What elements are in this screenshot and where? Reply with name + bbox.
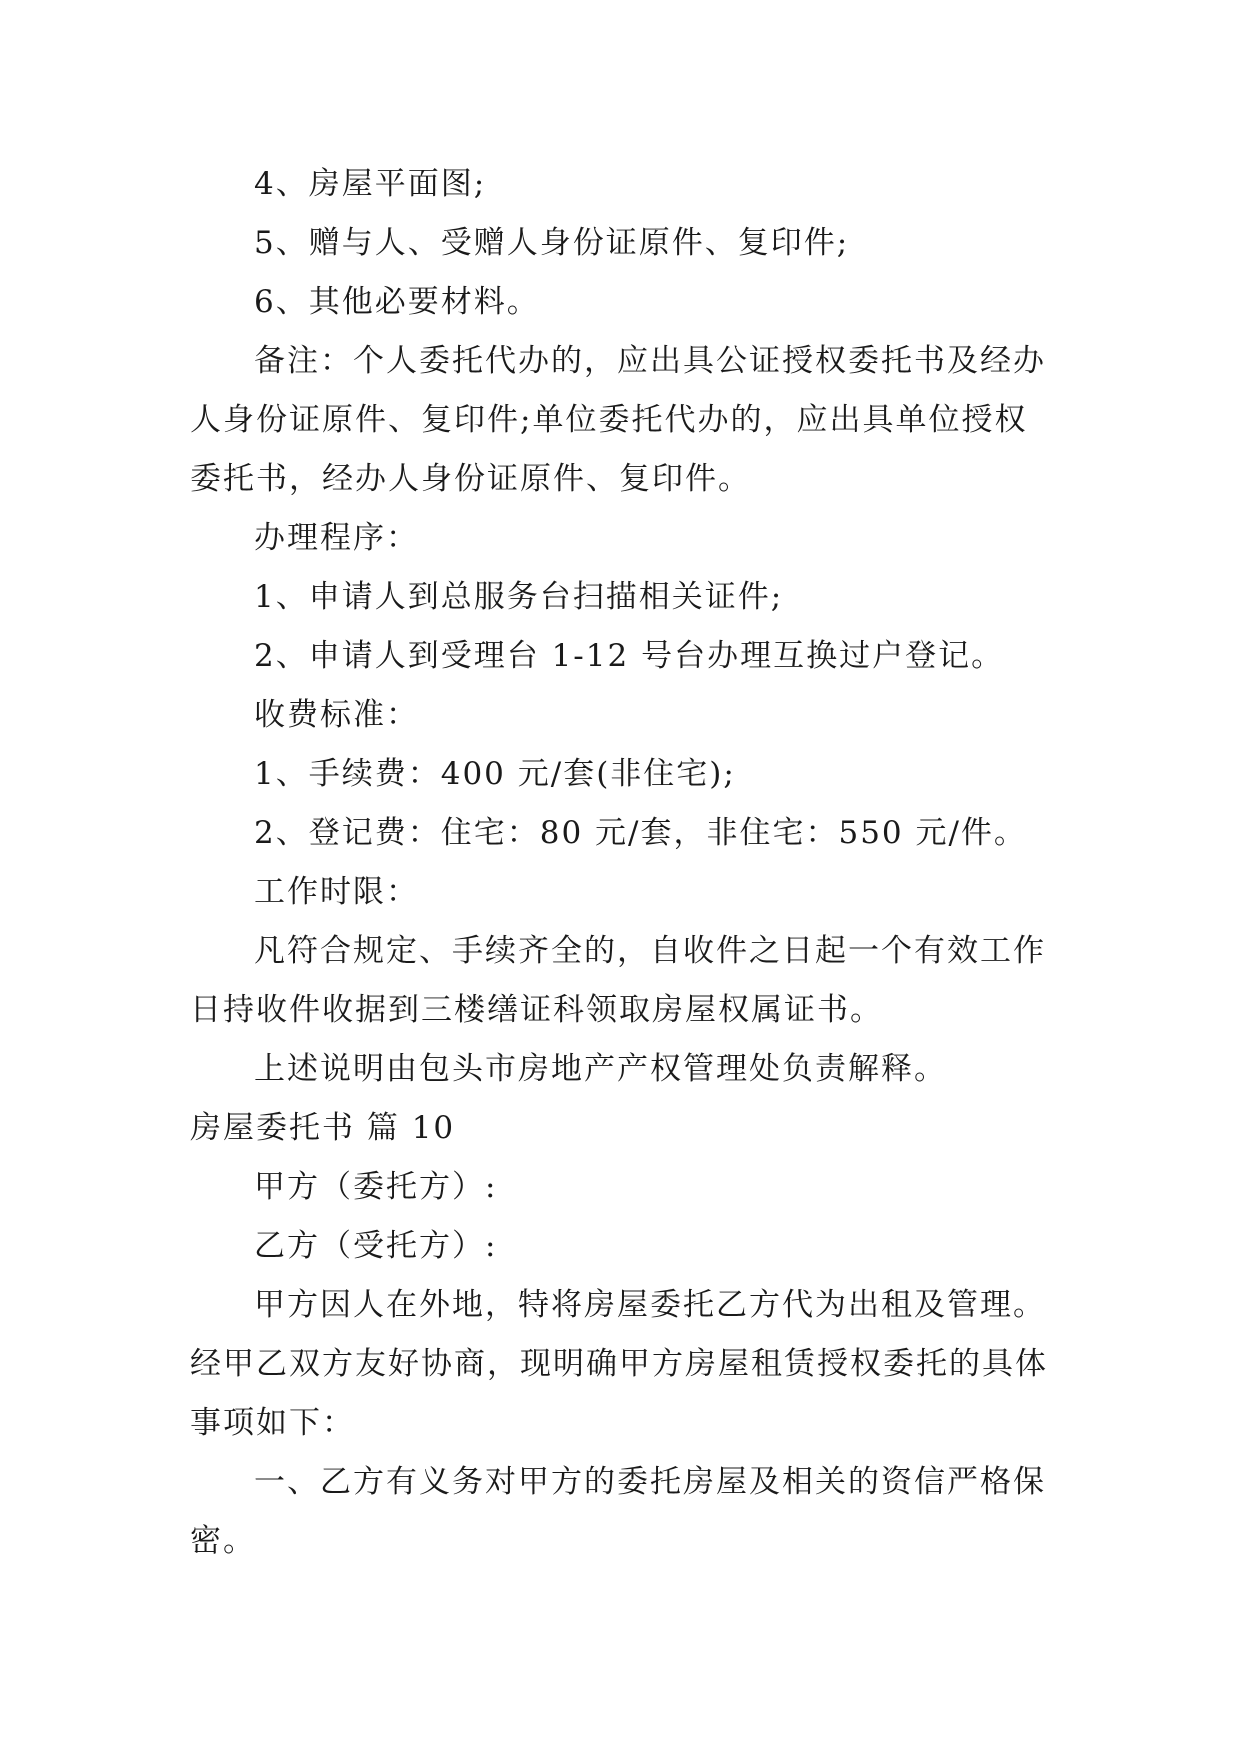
explanation-note: 上述说明由包头市房地产产权管理处负责解释。 xyxy=(254,1051,947,1087)
party-b-line: 乙方（受托方）: xyxy=(254,1228,498,1264)
time-limit-paragraph-line-2: 日持收件收据到三楼缮证科领取房屋权属证书。 xyxy=(190,992,883,1028)
section-heading-time-limit: 工作时限： xyxy=(254,874,419,910)
list-item-floor-plan: 4、房屋平面图; xyxy=(254,166,487,202)
procedure-step-1: 1、申请人到总服务台扫描相关证件; xyxy=(254,579,784,615)
clause-1-line-1: 一、乙方有义务对甲方的委托房屋及相关的资信严格保 xyxy=(254,1464,1046,1500)
section-heading-procedure: 办理程序： xyxy=(254,520,419,556)
section-heading-fees: 收费标准： xyxy=(254,697,419,733)
section-title-entrustment-10: 房屋委托书 篇 10 xyxy=(190,1110,456,1146)
intro-paragraph-line-2: 经甲乙双方友好协商，现明确甲方房屋租赁授权委托的具体 xyxy=(190,1346,1048,1382)
fee-item-2: 2、登记费：住宅：80 元/套，非住宅：550 元/件。 xyxy=(254,815,1027,851)
fee-item-1: 1、手续费：400 元/套(非住宅); xyxy=(254,756,736,792)
remark-paragraph-line-1: 备注：个人委托代办的，应出具公证授权委托书及经办 xyxy=(254,343,1046,379)
party-a-line: 甲方（委托方）: xyxy=(254,1169,498,1205)
intro-paragraph-line-3: 事项如下： xyxy=(190,1405,355,1441)
procedure-step-2: 2、申请人到受理台 1-12 号台办理互换过户登记。 xyxy=(254,638,1005,674)
document-body xyxy=(190,155,1060,1571)
list-item-id-documents: 5、赠与人、受赠人身份证原件、复印件; xyxy=(254,225,850,261)
intro-paragraph-line-1: 甲方因人在外地，特将房屋委托乙方代为出租及管理。 xyxy=(254,1287,1046,1323)
remark-paragraph-line-3: 委托书，经办人身份证原件、复印件。 xyxy=(190,461,751,497)
remark-paragraph-line-2: 人身份证原件、复印件;单位委托代办的，应出具单位授权 xyxy=(190,402,1028,438)
list-item-other-materials: 6、其他必要材料。 xyxy=(254,284,540,320)
clause-1-line-2: 密。 xyxy=(190,1523,256,1559)
time-limit-paragraph-line-1: 凡符合规定、手续齐全的，自收件之日起一个有效工作 xyxy=(254,933,1046,969)
